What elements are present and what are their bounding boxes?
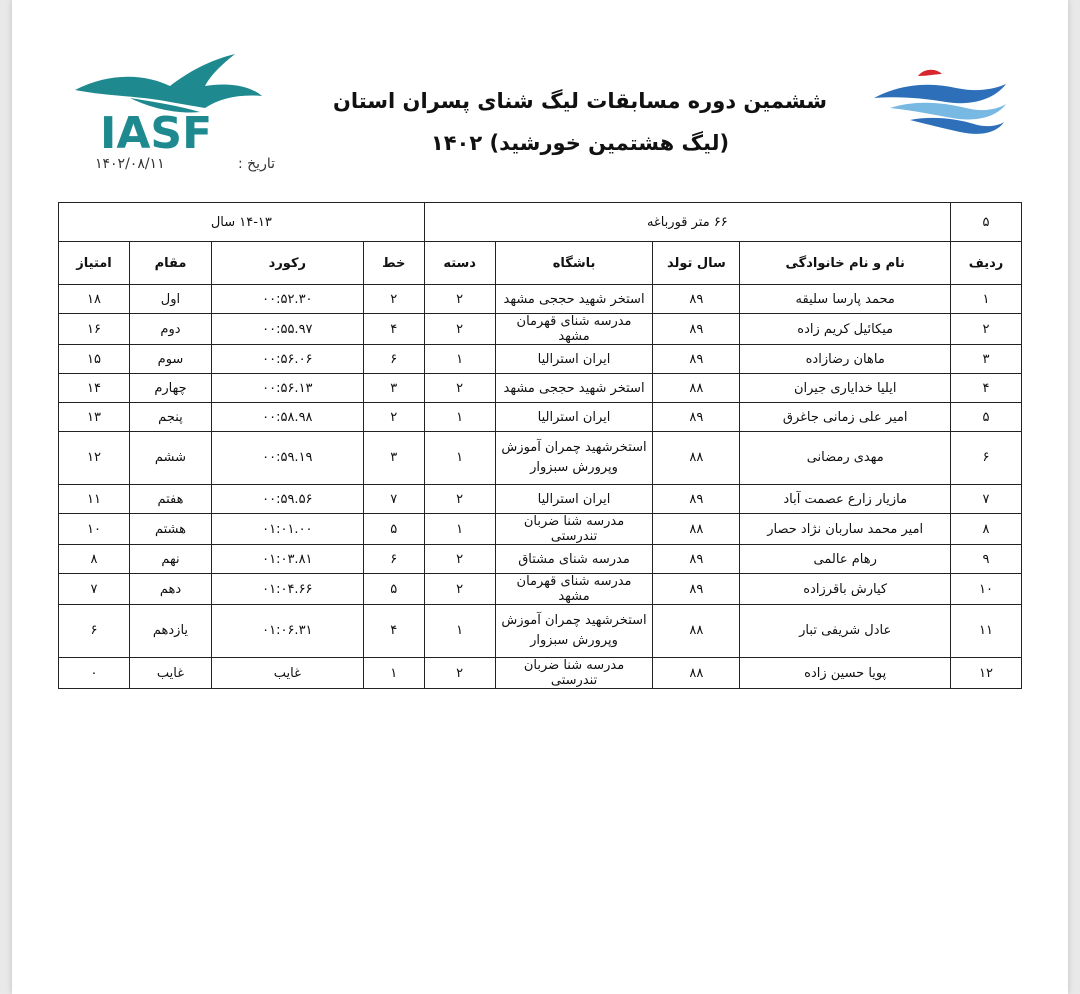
cell-points: ۷	[59, 574, 130, 605]
cell-lane: ۱	[363, 658, 424, 689]
cell-club: ایران استرالیا	[495, 485, 653, 514]
cell-place: دهم	[130, 574, 212, 605]
cell-points: ۱۸	[59, 285, 130, 314]
cell-record: ۰۰:۵۹.۱۹	[211, 432, 363, 485]
date-value: ۱۴۰۲/۰۸/۱۱	[95, 156, 165, 172]
cell-points: ۱۵	[59, 345, 130, 374]
cell-name: امیر محمد ساربان نژاد حصار	[740, 514, 951, 545]
cell-heat: ۱	[424, 605, 495, 658]
cell-points: ۱۲	[59, 432, 130, 485]
cell-heat: ۲	[424, 285, 495, 314]
cell-lane: ۵	[363, 514, 424, 545]
cell-points: ۱۱	[59, 485, 130, 514]
table-row	[59, 658, 1022, 689]
cell-heat: ۲	[424, 658, 495, 689]
cell-name: مهدی رمضانی	[740, 432, 951, 485]
header-birth-year: سال تولد	[653, 242, 740, 285]
cell-place: چهارم	[130, 374, 212, 403]
cell-lane: ۶	[363, 545, 424, 574]
event-info-row	[59, 203, 1022, 242]
svg-text:IASF: IASF	[100, 108, 213, 152]
cell-lane: ۲	[363, 285, 424, 314]
cell-club: مدرسه شنای قهرمان مشهد	[495, 574, 653, 605]
cell-lane: ۴	[363, 314, 424, 345]
cell-birth: ۸۸	[653, 658, 740, 689]
cell-heat: ۱	[424, 403, 495, 432]
cell-record: ۰۰:۵۶.۱۳	[211, 374, 363, 403]
cell-name: کیارش باقرزاده	[740, 574, 951, 605]
date-label: تاریخ :	[237, 156, 275, 172]
cell-name: رهام عالمی	[740, 545, 951, 574]
cell-lane: ۷	[363, 485, 424, 514]
cell-birth: ۸۹	[653, 403, 740, 432]
cell-place: غایب	[130, 658, 212, 689]
cell-birth: ۸۹	[653, 574, 740, 605]
cell-heat: ۱	[424, 514, 495, 545]
table-row	[59, 403, 1022, 432]
cell-lane: ۶	[363, 345, 424, 374]
table-row	[59, 545, 1022, 574]
table-row	[59, 285, 1022, 314]
cell-birth: ۸۸	[653, 514, 740, 545]
header-heat: دسته	[424, 242, 495, 285]
swimmer-wave-logo	[870, 62, 1010, 142]
header-lane: خط	[363, 242, 424, 285]
cell-birth: ۸۸	[653, 432, 740, 485]
cell-record: ۰۰:۵۶.۰۶	[211, 345, 363, 374]
table-row	[59, 605, 1022, 658]
cell-points: ۱۳	[59, 403, 130, 432]
cell-rank: ۱۰	[951, 574, 1022, 605]
cell-lane: ۲	[363, 403, 424, 432]
table-header-row	[59, 242, 1022, 285]
cell-birth: ۸۸	[653, 374, 740, 403]
cell-rank: ۲	[951, 314, 1022, 345]
table-row	[59, 314, 1022, 345]
iasf-logo	[70, 52, 265, 152]
cell-rank: ۱	[951, 285, 1022, 314]
cell-heat: ۱	[424, 345, 495, 374]
header-club: باشگاه	[495, 242, 653, 285]
table-row	[59, 432, 1022, 485]
cell-club: استخرشهید چمران آموزش وپرورش سبزوار	[495, 432, 653, 485]
cell-heat: ۲	[424, 314, 495, 345]
cell-place: ششم	[130, 432, 212, 485]
cell-lane: ۳	[363, 432, 424, 485]
cell-birth: ۸۸	[653, 605, 740, 658]
cell-name: پویا حسین زاده	[740, 658, 951, 689]
cell-club: مدرسه شنا ضربان تندرستی	[495, 658, 653, 689]
cell-name: عادل شریفی تبار	[740, 605, 951, 658]
cell-birth: ۸۹	[653, 285, 740, 314]
cell-rank: ۱۲	[951, 658, 1022, 689]
cell-rank: ۶	[951, 432, 1022, 485]
cell-record: ۰۰:۵۵.۹۷	[211, 314, 363, 345]
cell-heat: ۲	[424, 374, 495, 403]
table-row	[59, 374, 1022, 403]
cell-club: ایران استرالیا	[495, 403, 653, 432]
cell-points: ۸	[59, 545, 130, 574]
cell-club: استخرشهید چمران آموزش وپرورش سبزوار	[495, 605, 653, 658]
cell-club: استخر شهید حججی مشهد	[495, 374, 653, 403]
cell-points: ۱۶	[59, 314, 130, 345]
cell-heat: ۲	[424, 574, 495, 605]
cell-lane: ۳	[363, 374, 424, 403]
cell-rank: ۳	[951, 345, 1022, 374]
cell-place: هشتم	[130, 514, 212, 545]
cell-points: ۶	[59, 605, 130, 658]
cell-rank: ۵	[951, 403, 1022, 432]
results-table	[58, 202, 1022, 689]
cell-rank: ۹	[951, 545, 1022, 574]
cell-record: ۰۱:۰۶.۳۱	[211, 605, 363, 658]
event-age-group: ۱۴-۱۳ سال	[59, 203, 425, 242]
cell-place: اول	[130, 285, 212, 314]
header-points: امتیاز	[59, 242, 130, 285]
cell-club: ایران استرالیا	[495, 345, 653, 374]
cell-club: مدرسه شنای مشتاق	[495, 545, 653, 574]
cell-record: ۰۰:۵۹.۵۶	[211, 485, 363, 514]
header-rank: ردیف	[951, 242, 1022, 285]
cell-rank: ۷	[951, 485, 1022, 514]
cell-rank: ۱۱	[951, 605, 1022, 658]
cell-name: مازیار زارع عصمت آباد	[740, 485, 951, 514]
header-name: نام و نام خانوادگی	[740, 242, 951, 285]
cell-place: پنجم	[130, 403, 212, 432]
event-number: ۵	[951, 203, 1022, 242]
cell-record: ۰۱:۰۱.۰۰	[211, 514, 363, 545]
cell-record: ۰۰:۵۸.۹۸	[211, 403, 363, 432]
page-title: ششمین دوره مسابقات لیگ شنای پسران استان (لیگ هشتمین خورشید) ۱۴۰۲	[333, 89, 827, 155]
cell-birth: ۸۹	[653, 485, 740, 514]
cell-place: دوم	[130, 314, 212, 345]
cell-place: هفتم	[130, 485, 212, 514]
cell-name: ایلیا خدایاری جیران	[740, 374, 951, 403]
cell-club: مدرسه شنا ضربان تندرستی	[495, 514, 653, 545]
cell-points: ۱۰	[59, 514, 130, 545]
cell-heat: ۲	[424, 485, 495, 514]
table-row	[59, 574, 1022, 605]
table-row	[59, 485, 1022, 514]
cell-place: نهم	[130, 545, 212, 574]
table-row	[59, 345, 1022, 374]
cell-record: ۰۱:۰۳.۸۱	[211, 545, 363, 574]
cell-points: ۰	[59, 658, 130, 689]
cell-heat: ۲	[424, 545, 495, 574]
cell-birth: ۸۹	[653, 345, 740, 374]
table-row	[59, 514, 1022, 545]
cell-rank: ۸	[951, 514, 1022, 545]
cell-birth: ۸۹	[653, 545, 740, 574]
cell-birth: ۸۹	[653, 314, 740, 345]
event-name: ۶۶ متر قورباغه	[424, 203, 950, 242]
cell-record: ۰۱:۰۴.۶۶	[211, 574, 363, 605]
cell-name: محمد پارسا سلیقه	[740, 285, 951, 314]
cell-club: استخر شهید حججی مشهد	[495, 285, 653, 314]
cell-lane: ۴	[363, 605, 424, 658]
date-row	[95, 156, 275, 178]
cell-name: امیر علی زمانی جاغرق	[740, 403, 951, 432]
cell-heat: ۱	[424, 432, 495, 485]
cell-club: مدرسه شنای قهرمان مشهد	[495, 314, 653, 345]
cell-place: سوم	[130, 345, 212, 374]
cell-name: میکائیل کریم زاده	[740, 314, 951, 345]
cell-place: یازدهم	[130, 605, 212, 658]
cell-points: ۱۴	[59, 374, 130, 403]
cell-name: ماهان رضازاده	[740, 345, 951, 374]
cell-lane: ۵	[363, 574, 424, 605]
cell-record: غایب	[211, 658, 363, 689]
header-place: مقام	[130, 242, 212, 285]
cell-rank: ۴	[951, 374, 1022, 403]
cell-record: ۰۰:۵۲.۳۰	[211, 285, 363, 314]
header-record: رکورد	[211, 242, 363, 285]
